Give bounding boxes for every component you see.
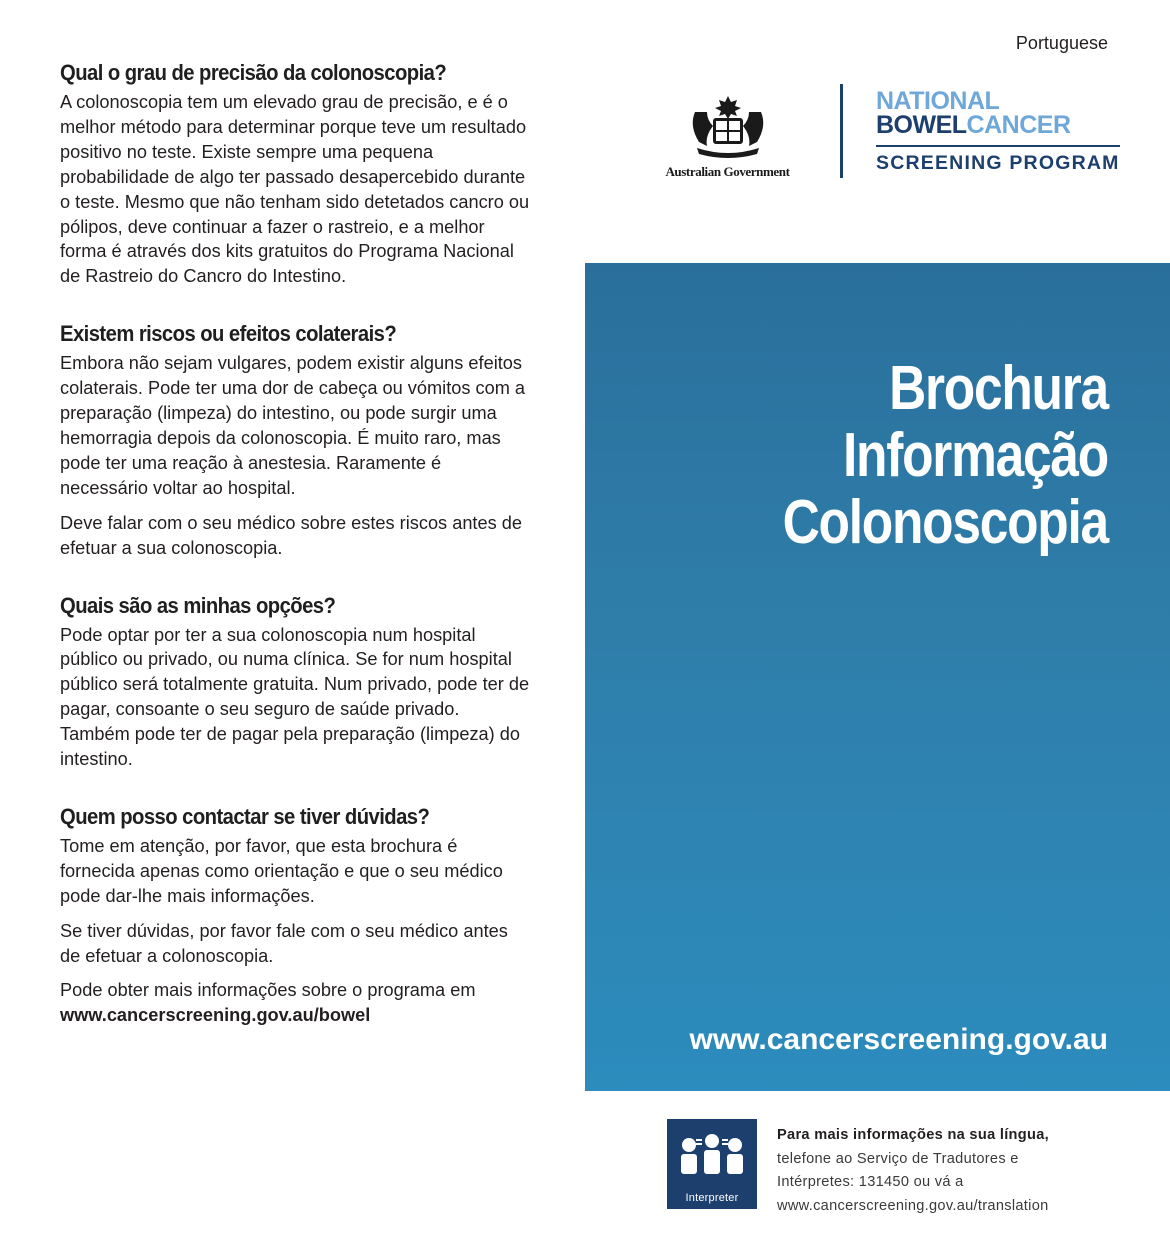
translation-info xyxy=(777,1124,1117,1218)
section-heading: Quais são as minhas opções? xyxy=(60,592,336,618)
logo-word-bowel: BOWEL xyxy=(876,111,967,139)
australian-government-logo xyxy=(640,92,815,180)
section-heading: Quem posso contactar se tiver dúvidas? xyxy=(60,803,430,829)
translation-link[interactable]: www.cancerscreening.gov.au/translation xyxy=(777,1197,1049,1214)
interpreter-figures-icon xyxy=(667,1119,757,1189)
translation-line: Intérpretes: 131450 ou vá a xyxy=(777,1174,964,1190)
coat-of-arms-icon xyxy=(683,92,773,162)
closing-text: Pode obter mais informações sobre o programa em xyxy=(60,980,476,1001)
government-name: Australian Government xyxy=(665,164,790,179)
section-heading: Existem riscos ou efeitos colaterais? xyxy=(60,321,397,347)
title-line: Brochura xyxy=(889,354,1108,423)
website-link[interactable]: www.cancerscreening.gov.au xyxy=(689,1023,1108,1056)
section-heading: Qual o grau de precisão da colonoscopia? xyxy=(60,60,447,85)
section-paragraph: Deve falar com o seu médico sobre estes riscos antes de efetuar a sua colonoscopia. xyxy=(60,512,522,558)
language-label: Portuguese xyxy=(1015,33,1108,53)
program-link[interactable]: www.cancerscreening.gov.au/bowel xyxy=(60,1005,371,1026)
section-paragraph: Se tiver dúvidas, por favor fale com o seu médico antes de efetuar a colonoscopia. xyxy=(60,920,508,966)
section-options xyxy=(60,591,530,772)
translation-line: telefone ao Serviço de Tradutores e xyxy=(777,1150,1019,1167)
nbcsp-logo xyxy=(876,87,1120,175)
closing-paragraph xyxy=(60,978,530,1028)
logo-line-screening: SCREENING PROGRAM xyxy=(876,145,1120,175)
section-paragraph: Embora não sejam vulgares, podem existir alguns efeitos colaterais. Pode ter uma dor de cabeça ou vómitos com a preparação (limpeza) do intestino, ou pode surgir uma hemorragia depois da colonoscopia. É muito raro, mas pode ter uma reação à anestesia. Raramente é necessário voltar ao hospital. xyxy=(60,353,526,498)
section-risks xyxy=(60,319,530,560)
section-contact xyxy=(60,802,530,1028)
section-paragraph: Pode optar por ter a sua colonoscopia num hospital público ou privado, ou numa clínica. Se for num hospital público será totalmente gratuita. Num privado, pode ter de pagar, consoante o seu seguro de saúde privado. Também pode ter de pagar pela preparação (limpeza) do intestino. xyxy=(60,624,530,770)
cover-panel xyxy=(585,263,1170,1091)
interpreter-icon xyxy=(667,1119,757,1209)
logo-line-national: NATIONAL xyxy=(876,87,1000,115)
section-paragraph: A colonoscopia tem um elevado grau de precisão, e é o melhor método para determinar porque teve um resultado positivo no teste. Existe sempre uma pequena probabilidade de algo ter passado desapercebido durante o teste. Mesmo que não tenham sido detetados cancro ou pólipos, deve continuar a fazer o rastreio, e a melhor forma é através dos kits gratuitos do Programa Nacional de Rastreio do Cancro do Intestino. xyxy=(60,92,530,287)
section-accuracy xyxy=(60,58,530,289)
brochure-title xyxy=(783,355,1108,556)
left-column xyxy=(60,58,530,1058)
logo-word-cancer: CANCER xyxy=(966,111,1071,139)
title-line: Informação xyxy=(843,421,1108,490)
logo-line-bowelcancer xyxy=(876,113,1120,137)
logo-divider xyxy=(840,84,843,178)
title-line: Colonoscopia xyxy=(782,488,1108,557)
translation-heading: Para mais informações na sua língua, xyxy=(777,1127,1049,1143)
section-paragraph: Tome em atenção, por favor, que esta brochura é fornecida apenas como orientação e que o seu médico pode dar-lhe mais informações. xyxy=(60,835,503,906)
interpreter-label: Interpreter xyxy=(685,1192,739,1204)
